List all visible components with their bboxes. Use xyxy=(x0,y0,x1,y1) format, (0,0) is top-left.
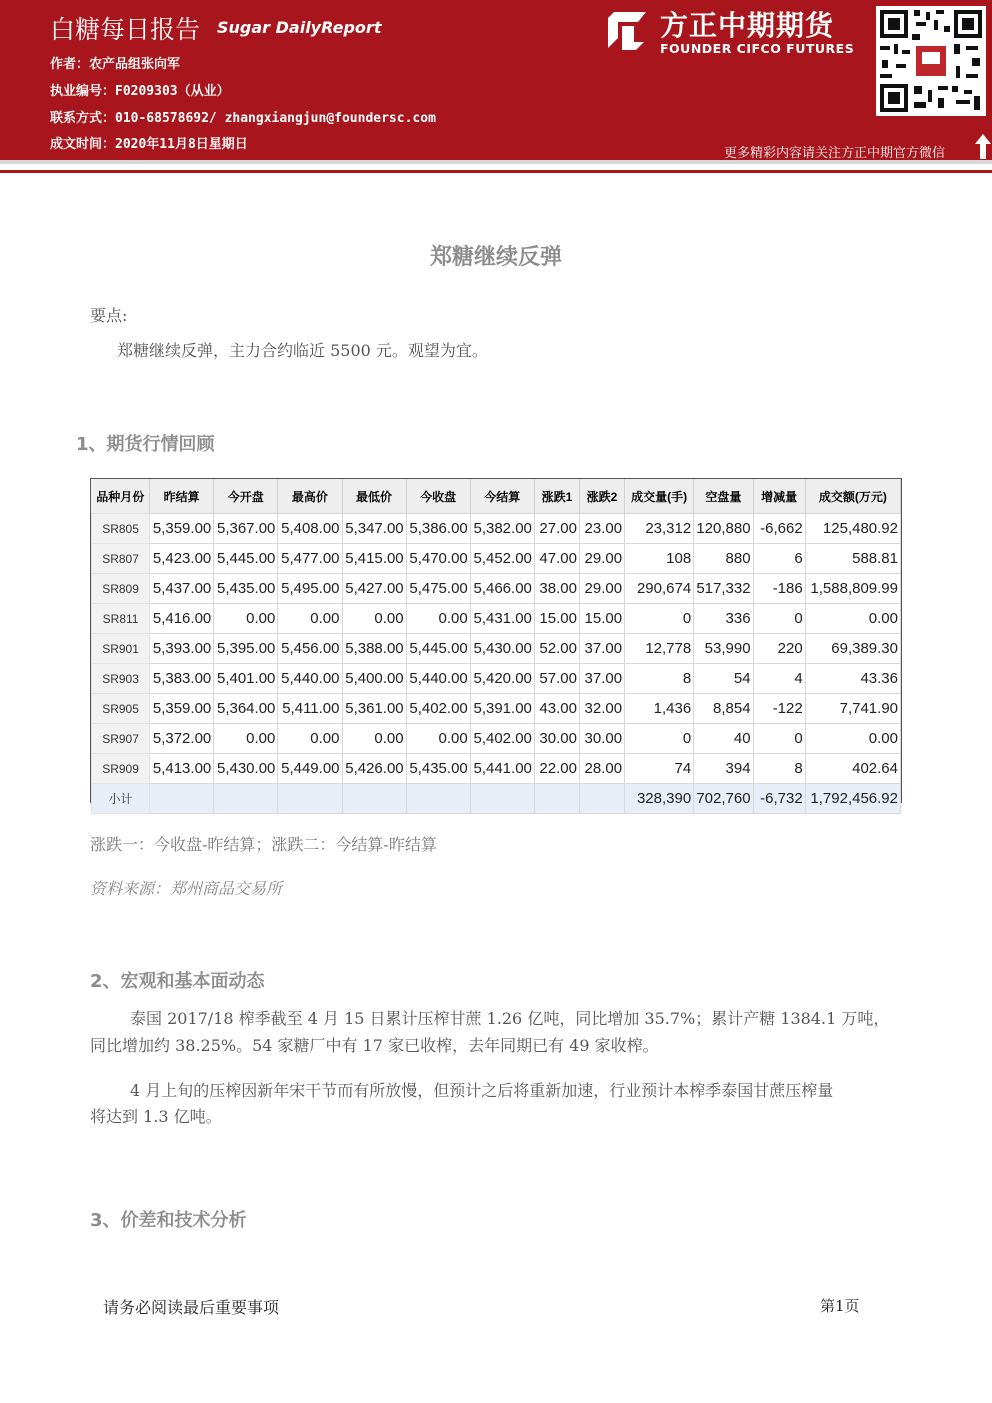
table-row xyxy=(92,514,901,544)
table-cell: 28.00 xyxy=(579,754,624,784)
column-header: 昨结算 xyxy=(150,479,214,514)
paragraph-crushing-line1: 4 月上旬的压榨因新年宋干节而有所放慢，但预计之后将重新加速，行业预计本榨季泰国甘蔗压榨量 xyxy=(130,1081,834,1100)
header-divider-red xyxy=(0,170,992,173)
table-cell: 5,470.00 xyxy=(406,544,470,574)
section-futures-review: 1、期货行情回顾 xyxy=(76,434,215,455)
table-cell: 5,426.00 xyxy=(342,754,406,784)
table-cell: 5,440.00 xyxy=(406,664,470,694)
table-cell: 5,430.00 xyxy=(214,754,278,784)
table-cell: 8,854 xyxy=(694,694,753,724)
table-cell: 0.00 xyxy=(805,724,900,754)
column-header: 成交额(万元) xyxy=(805,479,900,514)
keypoints-text: 郑糖继续反弹，主力合约临近 5500 元。观望为宜。 xyxy=(117,341,488,360)
table-cell: 880 xyxy=(694,544,753,574)
table-cell: 5,415.00 xyxy=(342,544,406,574)
table-cell: 0.00 xyxy=(406,604,470,634)
table-cell: 30.00 xyxy=(579,724,624,754)
table-cell: 5,445.00 xyxy=(406,634,470,664)
column-header: 最低价 xyxy=(342,479,406,514)
table-cell-contract: 小计 xyxy=(92,784,150,814)
table-cell: 0.00 xyxy=(406,724,470,754)
table-cell: 5,347.00 xyxy=(342,514,406,544)
table-cell: 402.64 xyxy=(805,754,900,784)
table-cell: 43.36 xyxy=(805,664,900,694)
table-cell: 108 xyxy=(625,544,694,574)
table-cell: 0 xyxy=(625,724,694,754)
table-cell: 8 xyxy=(625,664,694,694)
table-cell: 5,431.00 xyxy=(470,604,534,634)
table-cell: 5,408.00 xyxy=(278,514,342,544)
table-cell: 5,416.00 xyxy=(150,604,214,634)
table-cell: 0.00 xyxy=(214,604,278,634)
table-cell: 5,445.00 xyxy=(214,544,278,574)
qr-code-icon xyxy=(876,6,986,116)
table-cell: -6,732 xyxy=(753,784,805,814)
document-title: 郑糖继续反弹 xyxy=(429,245,562,270)
table-cell: 37.00 xyxy=(579,664,624,694)
table-cell: 12,778 xyxy=(625,634,694,664)
company-name-en: FOUNDER CIFCO FUTURES xyxy=(660,41,855,56)
table-cell: 4 xyxy=(753,664,805,694)
table-cell xyxy=(470,784,534,814)
table-cell: 32.00 xyxy=(579,694,624,724)
table-cell: 0.00 xyxy=(342,724,406,754)
table-cell: 5,475.00 xyxy=(406,574,470,604)
table-body xyxy=(92,514,901,814)
column-header: 涨跌1 xyxy=(534,479,579,514)
table-cell: 588.81 xyxy=(805,544,900,574)
table-cell: 57.00 xyxy=(534,664,579,694)
column-header: 涨跌2 xyxy=(579,479,624,514)
table-cell: 5,382.00 xyxy=(470,514,534,544)
table-cell: 5,495.00 xyxy=(278,574,342,604)
table-cell: 38.00 xyxy=(534,574,579,604)
table-row xyxy=(92,574,901,604)
table-cell: 0 xyxy=(753,604,805,634)
table-cell: 328,390 xyxy=(625,784,694,814)
table-cell: 5,361.00 xyxy=(342,694,406,724)
table-total-row xyxy=(92,784,901,814)
table-row xyxy=(92,544,901,574)
table-cell: 5,395.00 xyxy=(214,634,278,664)
quote-table xyxy=(91,479,901,814)
table-cell xyxy=(150,784,214,814)
table-cell: 7,741.90 xyxy=(805,694,900,724)
footer-disclaimer: 请务必阅读最后重要事项 xyxy=(103,1298,280,1317)
table-cell-contract: SR907 xyxy=(92,724,150,754)
table-cell-contract: SR901 xyxy=(92,634,150,664)
table-cell: 0.00 xyxy=(805,604,900,634)
table-cell: 53,990 xyxy=(694,634,753,664)
table-cell: 0 xyxy=(753,724,805,754)
table-cell: -186 xyxy=(753,574,805,604)
table-cell: 74 xyxy=(625,754,694,784)
table-cell: 120,880 xyxy=(694,514,753,544)
table-cell: 29.00 xyxy=(579,544,624,574)
table-note: 涨跌一：今收盘-昨结算；涨跌二：今结算-昨结算 xyxy=(90,835,437,854)
table-cell: 5,393.00 xyxy=(150,634,214,664)
futures-quote-table xyxy=(90,478,902,807)
table-cell: 5,391.00 xyxy=(470,694,534,724)
table-cell: 69,389.30 xyxy=(805,634,900,664)
column-header: 品种月份 xyxy=(92,479,150,514)
table-cell: 30.00 xyxy=(534,724,579,754)
table-cell xyxy=(534,784,579,814)
table-cell-contract: SR809 xyxy=(92,574,150,604)
table-cell: 5,452.00 xyxy=(470,544,534,574)
column-header: 今收盘 xyxy=(406,479,470,514)
table-cell: 15.00 xyxy=(579,604,624,634)
table-cell: 43.00 xyxy=(534,694,579,724)
report-subtitle: Sugar DailyReport xyxy=(217,18,382,37)
date-line: 成文时间：2020年11月8日星期日 xyxy=(50,137,248,152)
table-cell: 5,359.00 xyxy=(150,694,214,724)
paragraph-crushing-line2: 将达到 1.3 亿吨。 xyxy=(90,1107,222,1126)
table-cell: 1,792,456.92 xyxy=(805,784,900,814)
table-cell: 336 xyxy=(694,604,753,634)
table-row xyxy=(92,634,901,664)
page-number: 第1页 xyxy=(820,1297,860,1315)
table-cell: -6,662 xyxy=(753,514,805,544)
table-cell: 29.00 xyxy=(579,574,624,604)
column-header: 增减量 xyxy=(753,479,805,514)
table-cell: 27.00 xyxy=(534,514,579,544)
table-cell: 517,332 xyxy=(694,574,753,604)
column-header: 成交量(手) xyxy=(625,479,694,514)
company-name: 方正中期期货 xyxy=(660,9,835,42)
table-cell: 0 xyxy=(625,604,694,634)
table-cell: 5,427.00 xyxy=(342,574,406,604)
table-cell: 5,402.00 xyxy=(470,724,534,754)
arrow-up-icon xyxy=(974,132,992,160)
table-cell-contract: SR805 xyxy=(92,514,150,544)
table-cell: 0.00 xyxy=(342,604,406,634)
table-row xyxy=(92,694,901,724)
table-cell: 15.00 xyxy=(534,604,579,634)
column-header: 今结算 xyxy=(470,479,534,514)
company-logo-icon xyxy=(604,8,648,52)
table-cell-contract: SR811 xyxy=(92,604,150,634)
table-cell: 52.00 xyxy=(534,634,579,664)
table-cell: 22.00 xyxy=(534,754,579,784)
table-header-row xyxy=(92,479,901,514)
table-cell: 5,367.00 xyxy=(214,514,278,544)
table-cell: 220 xyxy=(753,634,805,664)
table-cell: 5,435.00 xyxy=(406,754,470,784)
table-cell: 40 xyxy=(694,724,753,754)
table-cell: 6 xyxy=(753,544,805,574)
table-cell: 0.00 xyxy=(278,604,342,634)
paragraph-thailand-line1: 泰国 2017/18 榨季截至 4 月 15 日累计压榨甘蔗 1.26 亿吨，同比增加 35.7%；累计产糖 1384.1 万吨， xyxy=(130,1009,890,1028)
table-source: 资料来源：郑州商品交易所 xyxy=(90,879,283,898)
table-cell: 290,674 xyxy=(625,574,694,604)
table-cell: 5,435.00 xyxy=(214,574,278,604)
table-cell: 5,441.00 xyxy=(470,754,534,784)
table-cell: 0.00 xyxy=(278,724,342,754)
table-cell: 23,312 xyxy=(625,514,694,544)
table-cell: 23.00 xyxy=(579,514,624,544)
table-cell: 5,401.00 xyxy=(214,664,278,694)
section-spread-technical: 3、价差和技术分析 xyxy=(90,1210,247,1231)
table-cell xyxy=(278,784,342,814)
table-cell-contract: SR909 xyxy=(92,754,150,784)
table-cell: 5,411.00 xyxy=(278,694,342,724)
table-cell-contract: SR903 xyxy=(92,664,150,694)
table-cell: 5,449.00 xyxy=(278,754,342,784)
table-cell: 5,400.00 xyxy=(342,664,406,694)
table-cell: 5,402.00 xyxy=(406,694,470,724)
column-header: 最高价 xyxy=(278,479,342,514)
table-cell: 37.00 xyxy=(579,634,624,664)
table-cell: 5,456.00 xyxy=(278,634,342,664)
table-cell: 5,372.00 xyxy=(150,724,214,754)
table-cell-contract: SR905 xyxy=(92,694,150,724)
table-row xyxy=(92,604,901,634)
table-cell: 1,436 xyxy=(625,694,694,724)
table-cell: -122 xyxy=(753,694,805,724)
follow-wechat-text: 更多精彩内容请关注方正中期官方微信 xyxy=(724,146,946,161)
table-cell: 5,477.00 xyxy=(278,544,342,574)
table-cell: 5,430.00 xyxy=(470,634,534,664)
table-cell: 0.00 xyxy=(214,724,278,754)
table-cell: 394 xyxy=(694,754,753,784)
table-cell: 47.00 xyxy=(534,544,579,574)
table-cell: 54 xyxy=(694,664,753,694)
table-cell xyxy=(342,784,406,814)
table-cell: 125,480.92 xyxy=(805,514,900,544)
table-cell: 5,388.00 xyxy=(342,634,406,664)
table-cell: 5,364.00 xyxy=(214,694,278,724)
table-row xyxy=(92,754,901,784)
table-cell xyxy=(579,784,624,814)
table-cell: 5,440.00 xyxy=(278,664,342,694)
column-header: 今开盘 xyxy=(214,479,278,514)
table-cell: 8 xyxy=(753,754,805,784)
keypoints-label: 要点: xyxy=(90,306,128,325)
table-cell: 5,423.00 xyxy=(150,544,214,574)
table-cell: 5,437.00 xyxy=(150,574,214,604)
table-cell: 1,588,809.99 xyxy=(805,574,900,604)
contact-line: 联系方式：010-68578692/ zhangxiangjun@foundersc.com xyxy=(50,111,436,126)
table-cell: 5,420.00 xyxy=(470,664,534,694)
table-row xyxy=(92,724,901,754)
table-cell: 5,413.00 xyxy=(150,754,214,784)
table-cell: 5,466.00 xyxy=(470,574,534,604)
table-cell xyxy=(406,784,470,814)
table-cell: 702,760 xyxy=(694,784,753,814)
author-line: 作者：农产品组张向军 xyxy=(50,57,181,72)
table-cell xyxy=(214,784,278,814)
table-cell-contract: SR807 xyxy=(92,544,150,574)
table-row xyxy=(92,664,901,694)
license-line: 执业编号：F0209303（从业） xyxy=(50,84,230,99)
table-cell: 5,386.00 xyxy=(406,514,470,544)
table-cell: 5,359.00 xyxy=(150,514,214,544)
section-macro-fundamentals: 2、宏观和基本面动态 xyxy=(90,971,265,992)
table-cell: 5,383.00 xyxy=(150,664,214,694)
column-header: 空盘量 xyxy=(694,479,753,514)
paragraph-thailand-line2: 同比增加约 38.25%。54 家糖厂中有 17 家已收榨，去年同期已有 49 家收榨。 xyxy=(90,1036,659,1055)
report-title: 白糖每日报告 xyxy=(50,15,201,44)
